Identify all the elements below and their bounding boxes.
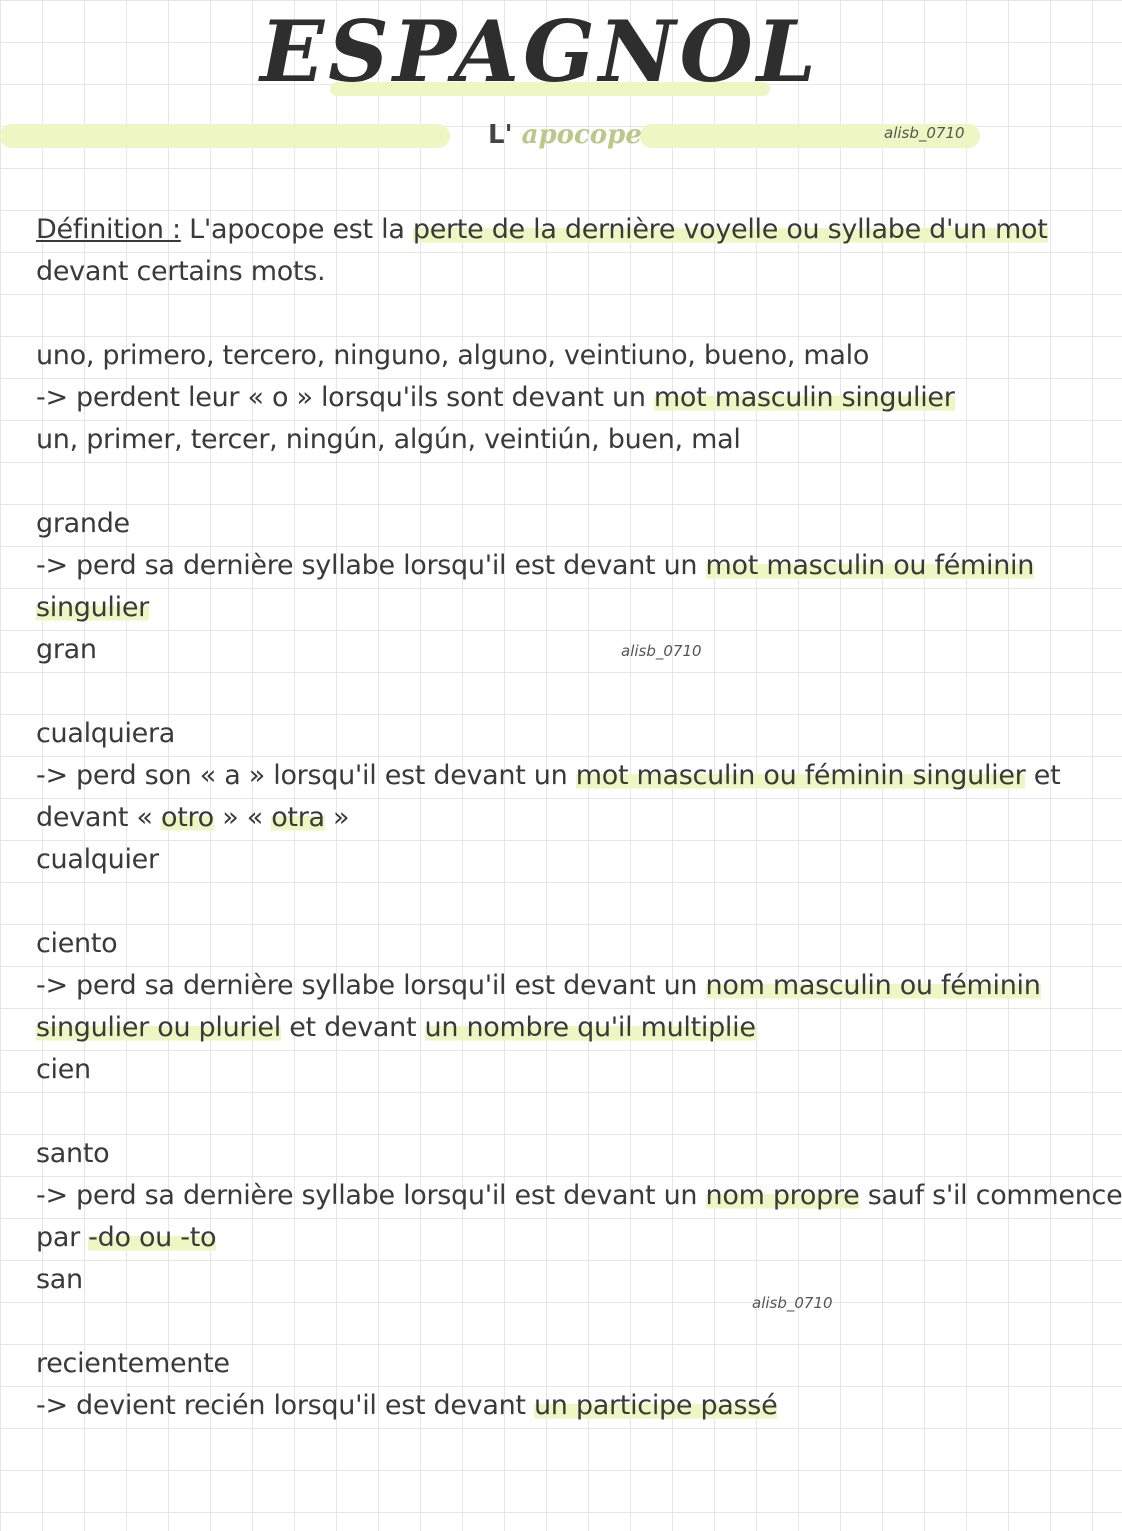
cualquiera-rule-2: devant « otro » « otra » [36,802,350,833]
watermark-bottom: alisb_0710 [752,1294,833,1312]
page-subtitle [488,122,642,148]
ciento-rule: -> perd sa dernière syllabe lorsqu'il est devant un nom masculin ou féminin [36,970,1041,1001]
ciento-word: ciento [36,928,118,959]
santo-rule-2: par -do ou -to [36,1222,217,1253]
ciento-rule-2: singulier ou pluriel et devant un nombre qu'il multiplie [36,1012,756,1043]
grande-result: gran [36,634,97,665]
santo-result: san [36,1264,83,1295]
cualquiera-result: cualquier [36,844,159,875]
grande-word: grande [36,508,130,539]
uno-result: un, primer, tercer, ningún, algún, veintiún, buen, mal [36,424,741,455]
grande-rule: -> perd sa dernière syllabe lorsqu'il est devant un mot masculin ou féminin [36,550,1035,581]
ciento-result: cien [36,1054,91,1085]
cualquiera-rule: -> perd son « a » lorsqu'il est devant un mot masculin ou féminin singulier et [36,760,1061,791]
definition-line-2: devant certains mots. [36,256,326,287]
santo-word: santo [36,1138,110,1169]
subtitle-band-left [0,124,450,148]
notes-body [36,209,1122,1427]
watermark-middle: alisb_0710 [621,642,702,660]
definition-label: Définition : [36,214,181,245]
watermark-top: alisb_0710 [884,124,965,142]
subtitle-prefix: L' [488,120,513,150]
subtitle-word: apocope [521,120,642,150]
uno-rule: -> perdent leur « o » lorsqu'ils sont devant un mot masculin singulier [36,382,955,413]
definition-line-1: Définition : L'apocope est la perte de la dernière voyelle ou syllabe d'un mot [36,214,1048,245]
grande-rule-2: singulier [36,592,149,623]
definition-highlight: perte de la dernière voyelle ou syllabe d'un mot [412,214,1048,245]
page-title: ESPAGNOL [260,2,820,101]
santo-rule: -> perd sa dernière syllabe lorsqu'il est devant un nom propre sauf s'il commence [36,1180,1122,1211]
recientemente-word: recientemente [36,1348,230,1379]
recientemente-rule: -> devient recién lorsqu'il est devant un participe passé [36,1390,778,1421]
uno-words: uno, primero, tercero, ninguno, alguno, veintiuno, bueno, malo [36,340,870,371]
cualquiera-word: cualquiera [36,718,176,749]
